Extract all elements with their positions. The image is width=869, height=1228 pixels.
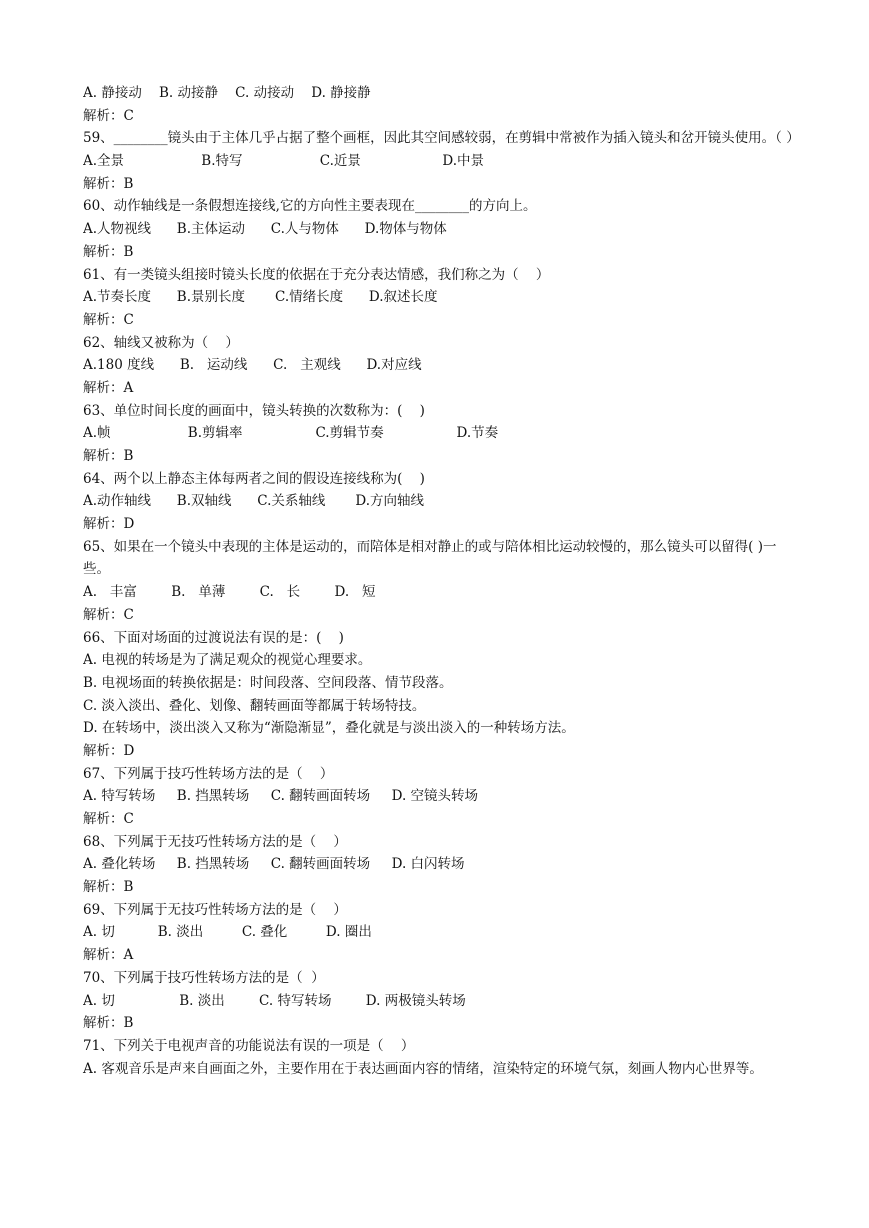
question-62: 62、轴线又被称为（ ） (83, 334, 239, 351)
options-line: A. 切 B. 淡出 C. 叠化 D. 圈出 (83, 924, 372, 941)
options-line: A.人物视线 B.主体运动 C.人与物体 D.物体与物体 (83, 221, 447, 238)
question-61: 61、有一类镜头组接时镜头长度的依据在于充分表达情感，我们称之为（ ） (83, 266, 550, 283)
option-d: D. 在转场中，淡出淡入又称为“渐隐渐显”，叠化就是与淡出淡入的一种转场方法。 (83, 720, 575, 737)
question-63: 63、单位时间长度的画面中，镜头转换的次数称为：( ) (83, 402, 425, 419)
options-line: A. 静接动 B. 动接静 C. 动接动 D. 静接静 (83, 85, 371, 101)
options-line: A. 叠化转场 B. 挡黑转场 C. 翻转画面转场 D. 白闪转场 (83, 856, 465, 873)
question-60: 60、动作轴线是一条假想连接线,它的方向性主要表现在________的方向上。 (83, 198, 537, 215)
options-line: A.节奏长度 B.景别长度 C.情绪长度 D.叙述长度 (83, 289, 438, 306)
option-a: A. 客观音乐是声来自画面之外，主要作用在于表达画面内容的情绪，渲染特定的环境气氛，刻画人物内心世界等。 (83, 1060, 763, 1077)
answer-line: 解析：B (83, 879, 134, 896)
option-b: B. 电视场面的转换依据是：时间段落、空间段落、情节段落。 (83, 674, 453, 691)
question-65: 65、如果在一个镜头中表现的主体是运动的，而陪体是相对静止的或与陪体相比运动较慢的，那么镜头可以留得( )一些。 (83, 538, 777, 578)
document-page (83, 82, 800, 1080)
options-line: A. 切 B. 淡出 C. 特写转场 D. 两极镜头转场 (83, 992, 466, 1009)
answer-line: 解析：D (83, 742, 135, 759)
options-line: A.180 度线 B. 运动线 C. 主观线 D.对应线 (83, 357, 422, 374)
answer-line: 解析：C (83, 606, 134, 623)
options-line: A. 特写转场 B. 挡黑转场 C. 翻转画面转场 D. 空镜头转场 (83, 788, 479, 805)
options-line: A. 丰富 B. 单薄 C. 长 D. 短 (83, 584, 376, 601)
answer-line: 解析：A (83, 379, 134, 396)
options-line: A.全景 B.特写 C.近景 D.中景 (83, 153, 485, 170)
option-c: C. 淡入淡出、叠化、划像、翻转画面等都属于转场特技。 (83, 697, 426, 714)
question-59: 59、________镜头由于主体几乎占据了整个画框，因此其空间感较弱，在剪辑中常被作为插入镜头和岔开镜头使用。（ ） (83, 130, 800, 147)
answer-line: 解析：A (83, 947, 134, 964)
options-line: A.帧 B.剪辑率 C.剪辑节奏 D.节奏 (83, 425, 499, 442)
question-68: 68、下列属于无技巧性转场方法的是（ ） (83, 833, 347, 850)
answer-line: 解析：B (83, 1015, 134, 1032)
answer-line: 解析：C (83, 811, 134, 828)
option-a: A. 电视的转场是为了满足观众的视觉心理要求。 (83, 652, 372, 669)
question-67: 67、下列属于技巧性转场方法的是（ ） (83, 765, 334, 782)
answer-line: 解析：D (83, 516, 135, 533)
question-71: 71、下列关于电视声音的功能说法有误的一项是（ ） (83, 1037, 415, 1054)
question-69: 69、下列属于无技巧性转场方法的是（ ） (83, 901, 347, 918)
answer-line: 解析：B (83, 448, 134, 465)
answer-line: 解析：B (83, 243, 134, 260)
options-line: A.动作轴线 B.双轴线 C.关系轴线 D.方向轴线 (83, 493, 425, 510)
question-64: 64、两个以上静态主体每两者之间的假设连接线称为( ) (83, 470, 425, 487)
question-66: 66、下面对场面的过渡说法有误的是：( ) (83, 629, 344, 646)
answer-line: 解析：C (83, 311, 134, 328)
question-70: 70、下列属于技巧性转场方法的是（ ） (83, 969, 325, 986)
answer-line: 解析：B (83, 175, 134, 192)
answer-line: 解析：C (83, 107, 134, 124)
